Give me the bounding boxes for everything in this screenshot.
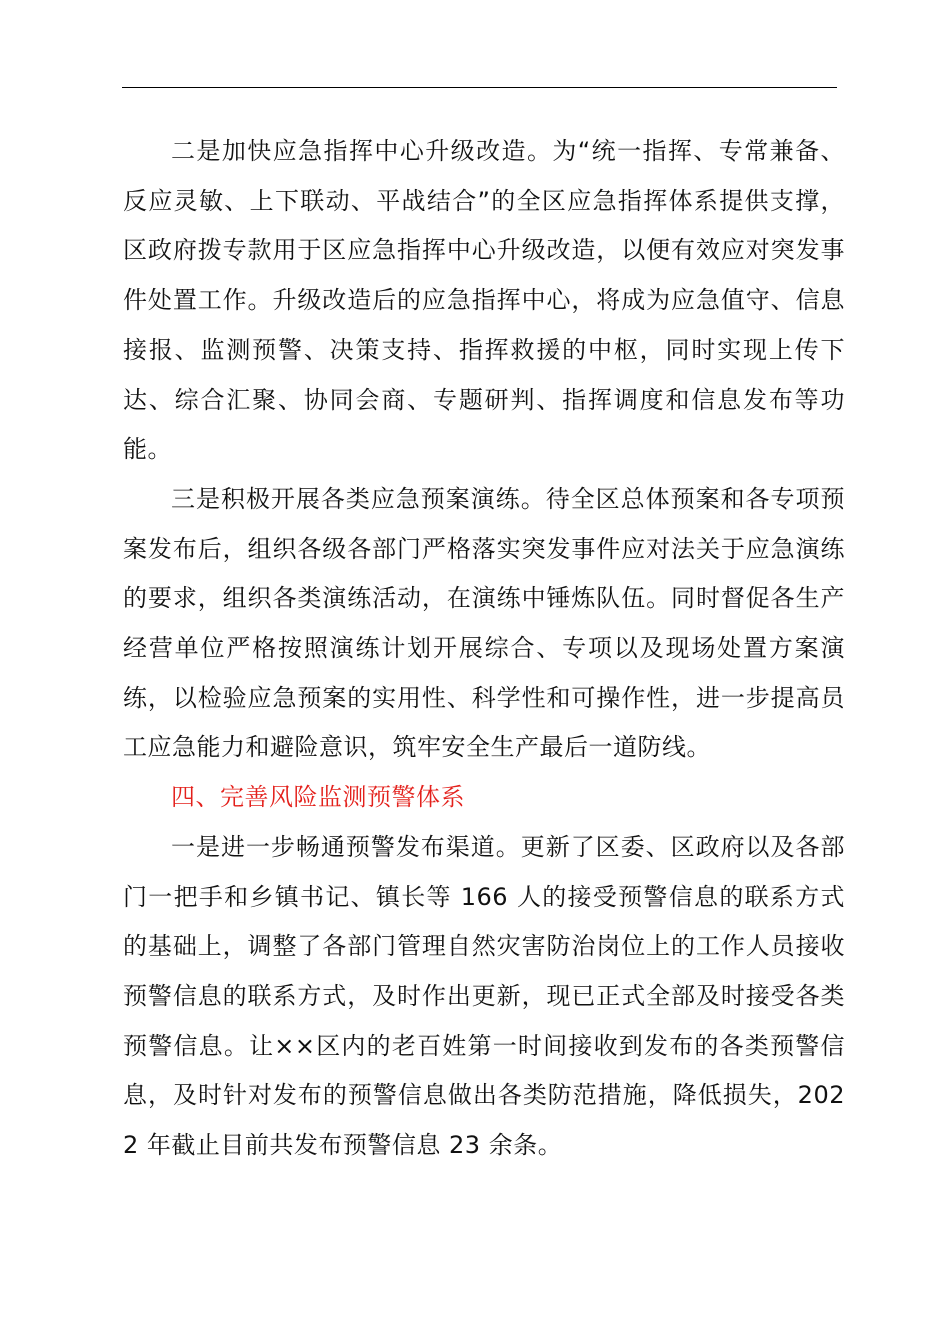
header-rule [122,87,837,88]
paragraph-emergency-drills: 三是积极开展各类应急预案演练。待全区总体预案和各专项预案发布后，组织各级各部门严格落实突发事件应对法关于应急演练的要求，组织各类演练活动，在演练中锤炼队伍。同时督促各生产经营单位严格按照演练计划开展综合、专项以及现场处置方案演练，以检验应急预案的实用性、科学性和可操作性，进一步提高员工应急能力和避险意识，筑牢安全生产最后一道防线。 [123,484,845,762]
section-heading: 四、完善风险监测预警体系 [171,783,465,812]
document-body [123,127,845,1171]
paragraph-emergency-command-center: 二是加快应急指挥中心升级改造。为“统一指挥、专常兼备、反应灵敏、上下联动、平战结合”的全区应急指挥体系提供支撑，区政府拨专款用于区应急指挥中心升级改造，以便有效应对突发事件处置工作。升级改造后的应急指挥中心，将成为应急值守、信息接报、监测预警、决策支持、指挥救援的中枢，同时实现上传下达、综合汇聚、协同会商、专题研判、指挥调度和信息发布等功能。 [123,137,845,464]
paragraph-warning-channels: 一是进一步畅通预警发布渠道。更新了区委、区政府以及各部门一把手和乡镇书记、镇长等 166 人的接受预警信息的联系方式的基础上，调整了各部门管理自然灾害防治岗位上的工作人员接收预警信息的联系方式，及时作出更新，现已正式全部及时接受各类预警信息。让××区内的老百姓第一时间接收到发布的各类预警信息，及时针对发布的预警信息做出各类防范措施，降低损失，2022 年截止目前共发布预警信息 23 余条。 [123,832,845,1160]
